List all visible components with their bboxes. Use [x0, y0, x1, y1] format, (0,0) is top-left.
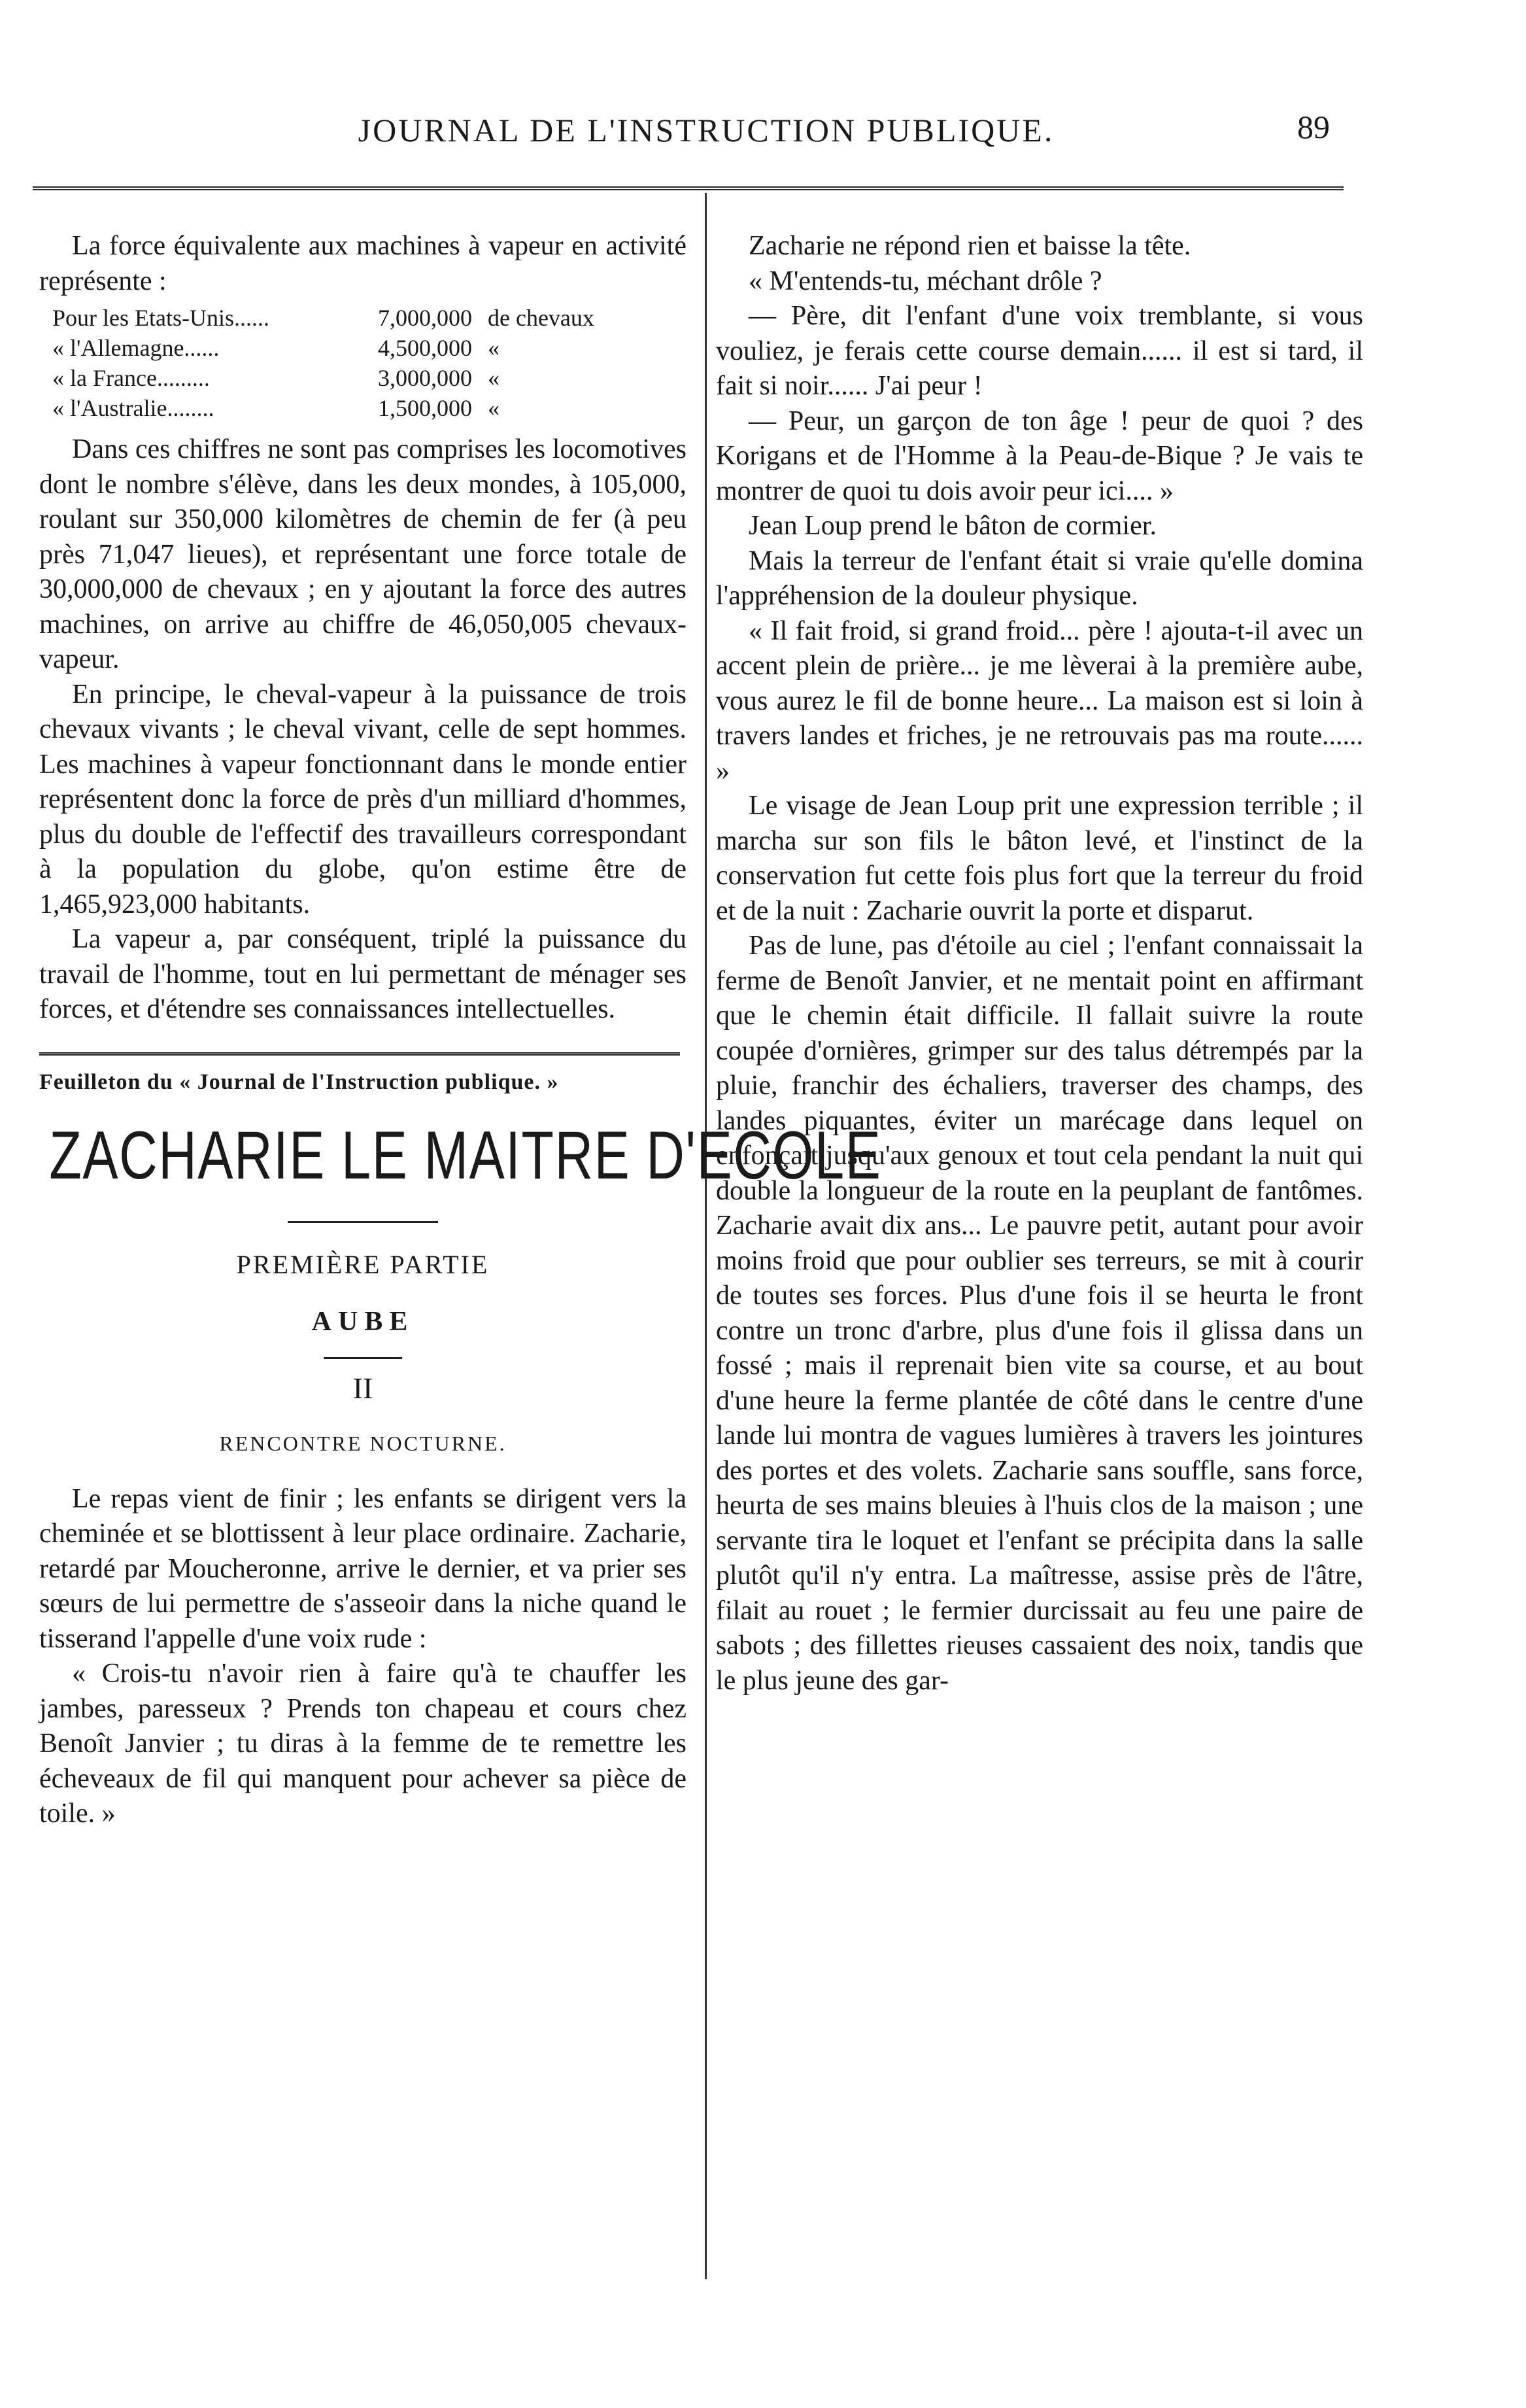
stats-intro: La force équivalente aux machines à vapeur en activité représente : [39, 231, 687, 296]
table-row [39, 333, 667, 363]
story-paragraph: Mais la terreur de l'enfant était si vraie qu'elle domina l'appréhension de la douleur physique. [716, 545, 1363, 611]
stat-value: 4,500,000 [377, 335, 472, 361]
stat-label: « l'Allemagne...... [52, 335, 220, 361]
stat-unit: « [487, 365, 500, 391]
left-column [39, 229, 882, 1832]
journal-title: JOURNAL DE L'INSTRUCTION PUBLIQUE. [358, 112, 1055, 148]
steam-power-table [39, 303, 667, 423]
story-title: ZACHARIE LE MAITRE D'ECOLE [49, 1117, 882, 1194]
story-paragraph: « M'entends-tu, méchant drôle ? [749, 266, 1102, 296]
section-rule-short [324, 1357, 402, 1359]
table-row [39, 393, 667, 423]
page-number: 89 [1297, 109, 1330, 145]
story-paragraph: « Crois-tu n'avoir rien à faire qu'à te chauffer les jambes, paresseux ? Prends ton chapeau et cours chez Benoît Janvier ; tu diras à la femme de te remettre les écheveaux de fil qui manquent pour achever sa pièce de toile. » [39, 1659, 687, 1829]
stat-label: « la France......... [52, 365, 210, 391]
part-heading: PREMIÈRE PARTIE [236, 1249, 490, 1279]
story-paragraph: Zacharie ne répond rien et baisse la tête. [749, 231, 1191, 261]
chapter-number: II [352, 1371, 373, 1405]
article-paragraph: Dans ces chiffres ne sont pas comprises les locomotives dont le nombre s'élève, dans les deux mondes, à 105,000, roulant sur 350,000 kilomètres de chemin de fer (à peu près 71,047 lieues), et représentant une force totale de 30,000,000 de chevaux ; en y ajoutant la force des autres machines, on arrive au chiffre de 46,050,005 chevaux-vapeur. [39, 434, 687, 674]
story-paragraph: Le repas vient de finir ; les enfants se dirigent vers la cheminée et se blottissent à leur place ordinaire. Zacharie, retardé par Moucheronne, arrive le dernier, et va prier ses sœurs de lui permettre de s'asseoir dans la niche quand le tisserand l'appelle d'une voix rude : [39, 1483, 687, 1654]
stat-label: « l'Australie........ [52, 395, 214, 421]
stat-unit: « [487, 335, 500, 361]
stat-unit: de chevaux [487, 305, 594, 331]
title-rule [288, 1221, 438, 1223]
story-paragraph: Pas de lune, pas d'étoile au ciel ; l'enfant connaissait la ferme de Benoît Janvier, et ne mentait point en affirmant que le chemin était difficile. Il fallait suivre la route coupée d'ornières, grimper sur des talus détrempés par la pluie, franchir des échaliers, traverser des champs, des landes piquantes, éviter un marécage dans lequel on enfonçait jusqu'aux genoux et tout cela pendant la nuit qui double la longueur de la route en la peuplant de fantômes. Zacharie avait dix ans... Le pauvre petit, autant pour avoir moins froid que pour oublier ses terreurs, se mit à courir de toutes ses forces. Plus d'une fois il se heurta le front contre un tronc d'arbre, plus d'une fois il glissa dans un fossé ; mais il reprenait bien vite sa course, et au bout d'une heure la ferme plantée de côté dans le centre d'une lande lui montra de vagues lumières à travers les jointures des portes et des volets. Zacharie sans souffle, sans force, heurta de ses mains bleuies à l'huis clos de la maison ; une servante tira le loquet et l'enfant se précipita dans la salle plutôt qu'il n'y entra. La maîtresse, assise près de l'âtre, filait au rouet ; le fermier durcissait au feu une paire de sabots ; des fillettes rieuses cassaient des noix, tandis que le plus jeune des gar- [716, 931, 1363, 1696]
stat-unit: « [487, 395, 500, 421]
story-paragraph: — Peur, un garçon de ton âge ! peur de quoi ? des Korigans et de l'Homme à la Peau-de-Bique ? Je vais te montrer de quoi tu dois avoir peur ici.... » [716, 405, 1363, 506]
section-heading: AUBE [311, 1306, 415, 1337]
story-paragraph: Jean Loup prend le bâton de cormier. [749, 511, 1157, 541]
feuilleton-label: Feuilleton du « Journal de l'Instruction publique. » [39, 1069, 559, 1094]
column-divider [705, 193, 707, 2279]
article-paragraph: La vapeur a, par conséquent, triplé la puissance du travail de l'homme, tout en lui permettant de ménager ses forces, et d'étendre ses connaissances intellectuelles. [39, 924, 687, 1024]
section-rule [39, 1052, 680, 1056]
story-paragraph: « Il fait froid, si grand froid... père ! ajouta-t-il avec un accent plein de prière... je me lèverai à la première aube, vous aurez le fil de bonne heure... La maison est si loin à travers landes et friches, je ne retrouvais pas ma route...... » [716, 615, 1363, 786]
story-paragraph: Le visage de Jean Loup prit une expression terrible ; il marcha sur son fils le bâton levé, et l'instinct de la conservation fut cette fois plus fort que la terreur du froid et de la nuit : Zacharie ouvrit la porte et disparut. [716, 791, 1363, 926]
story-paragraph: — Père, dit l'enfant d'une voix tremblante, si vous vouliez, je ferais cette course demain...... il est si tard, il fait si noir...... J'ai peur ! [716, 301, 1363, 401]
article-paragraph: En principe, le cheval-vapeur à la puissance de trois chevaux vivants ; le cheval vivant, celle de sept hommes. Les machines à vapeur fonctionnant dans le monde entier représentent donc la force de près d'un milliard d'hommes, plus du double de l'effectif des travailleurs correspondant à la population du globe, qu'on estime être de 1,465,923,000 habitants. [39, 679, 687, 920]
header-rule [33, 186, 1344, 190]
table-row [39, 303, 667, 333]
stat-value: 1,500,000 [377, 395, 472, 421]
right-column [716, 229, 1363, 1698]
table-row [39, 363, 667, 393]
chapter-title: RENCONTRE NOCTURNE. [219, 1431, 507, 1455]
stat-value: 7,000,000 [377, 305, 472, 331]
stat-value: 3,000,000 [377, 365, 472, 391]
stat-label: Pour les Etats-Unis...... [52, 305, 269, 331]
